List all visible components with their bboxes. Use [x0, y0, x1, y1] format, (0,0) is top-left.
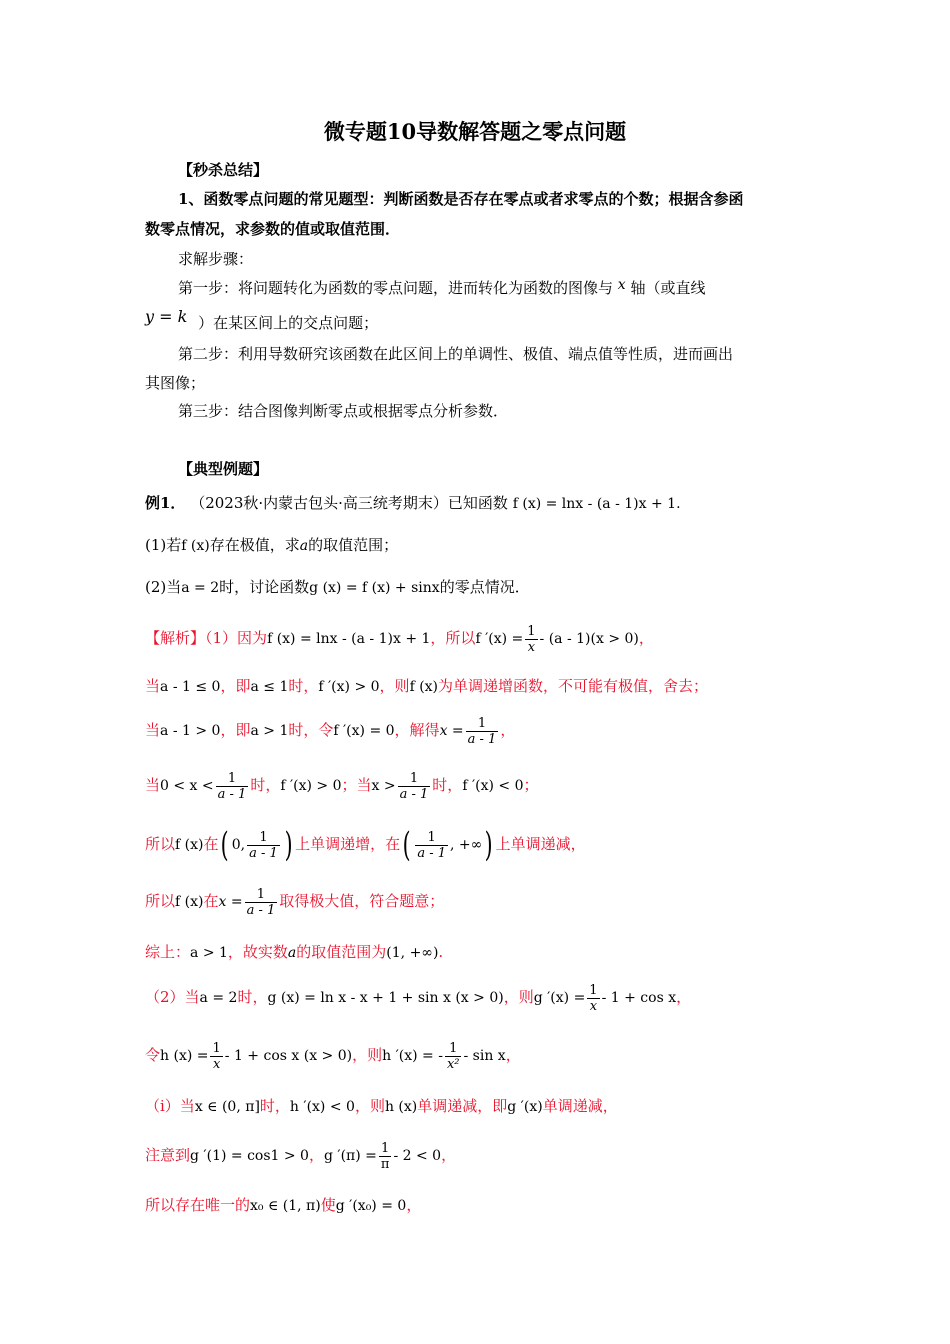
s8-condition: a = 2	[199, 990, 238, 1006]
s1-frac-num: 1	[527, 623, 536, 639]
s4-text-d: 时，	[432, 776, 463, 794]
step1-line2	[145, 307, 379, 333]
s5-text-b: 在	[203, 835, 219, 853]
s7-text-a: 综上：	[145, 943, 191, 961]
s10-text-f: 单调递减，即	[417, 1097, 508, 1115]
s10-interval: x ∈ (0, π]	[194, 1099, 260, 1115]
s8-frac-den: x	[589, 998, 598, 1014]
s4-frac2-den: a - 1	[399, 786, 429, 802]
s9-frac1-den: x	[212, 1056, 221, 1072]
s7-condition: a > 1	[190, 945, 228, 961]
s7-var: a	[287, 945, 297, 961]
s4-fraction1	[216, 771, 249, 802]
s8-function: g (x) = ln x - x + 1 + sin x (x > 0)	[267, 990, 504, 1006]
s1-frac-den: x	[527, 639, 536, 655]
s12-text-b: 使	[320, 1196, 336, 1214]
s6-frac-den: a - 1	[246, 902, 276, 918]
step1-text-c: ）在某区间上的交点问题；	[198, 314, 379, 332]
s9-end: ，	[505, 1046, 521, 1064]
s1-text-b: ，所以	[430, 629, 476, 647]
s5-frac2-den: a - 1	[417, 845, 447, 861]
s2-text-b: ，即	[220, 677, 251, 695]
s11-text-a: 注意到	[145, 1146, 191, 1164]
s5-paren-open2: (	[402, 825, 411, 865]
s1-function: f (x) = lnx - (a - 1)x + 1	[267, 631, 431, 647]
s5-frac1-den: a - 1	[249, 845, 278, 861]
s5-frac2-num: 1	[415, 830, 448, 846]
s12-x0-interval: x₀ ∈ (1, π)	[250, 1198, 321, 1214]
s5-interval1-start: 0,	[231, 837, 246, 853]
s3-fraction	[466, 716, 499, 747]
s9-frac2-num: 1	[445, 1041, 462, 1057]
s2-derivative: f ′(x) > 0	[318, 679, 380, 695]
summary-point1-line1: 1、函数零点问题的常见题型：判断函数是否存在零点或者求零点的个数；根据含参函	[178, 190, 744, 208]
s10-h: h (x)	[384, 1099, 418, 1115]
s9-text-b: ，则	[352, 1046, 383, 1064]
solution-line4	[145, 767, 539, 804]
s2-function: f (x)	[409, 679, 439, 695]
solution-line1	[145, 620, 654, 657]
step1-axis-var: x	[617, 277, 626, 293]
s5-frac1-num: 1	[247, 830, 280, 846]
s1-derivative-rhs: - (a - 1)(x > 0)	[539, 631, 639, 647]
example1-label: 例1．	[145, 494, 186, 512]
solution-line11	[145, 1136, 456, 1175]
s11-text-b: ，	[308, 1146, 324, 1164]
s4-derivative1: f ′(x) > 0	[280, 778, 342, 794]
question1	[145, 535, 398, 556]
summary-point1-line2: 数零点情况，求参数的值或取值范围．	[145, 220, 401, 238]
s11-fraction	[379, 1141, 392, 1172]
s5-text-d: 上单调递减，	[495, 835, 586, 853]
q2-text-b: 时，讨论函数	[219, 578, 310, 596]
q1-text-c: 的取值范围；	[308, 536, 399, 554]
s10-text-a: （i）当	[145, 1097, 195, 1115]
s3-frac-num: 1	[466, 716, 499, 732]
page-title: 微专题10导数解答题之零点问题	[323, 119, 627, 144]
s6-text-a: 所以	[145, 892, 176, 910]
solution-line10	[145, 1096, 618, 1117]
s1-fraction	[525, 624, 537, 655]
summary-heading: 【秒杀总结】	[178, 161, 269, 179]
s12-text-a: 所以存在唯一的	[145, 1196, 251, 1214]
s5-function: f (x)	[175, 837, 204, 853]
solution-line12	[145, 1195, 421, 1216]
s9-hp-rhs: - sin x	[463, 1048, 506, 1064]
s6-fraction	[245, 887, 278, 918]
s5-interval2-end: , +∞	[450, 837, 483, 853]
s6-text-c: 取得极大值，符合题意；	[279, 892, 445, 910]
step1-line-eq: y = k	[145, 307, 188, 326]
q2-text-c: 的零点情况．	[439, 578, 530, 596]
s8-derivative-rhs: - 1 + cos x	[601, 990, 677, 1006]
s10-end: 单调递减，	[542, 1097, 618, 1115]
s10-text-e: ，则	[354, 1097, 385, 1115]
example1-function: f (x) = lnx - (a - 1)x + 1.	[512, 496, 681, 512]
s4-ineq1: 0 < x <	[160, 778, 214, 794]
s9-h-lhs: h (x) =	[160, 1048, 209, 1064]
s4-text-b: 时，	[250, 776, 281, 794]
s9-fraction1	[210, 1041, 222, 1072]
s5-fraction2	[415, 830, 448, 861]
s8-text-a: （2）当	[145, 988, 200, 1006]
s2-text-c: 时，	[288, 677, 319, 695]
s3-text-c: 时，令	[288, 721, 334, 739]
solution-line8	[145, 978, 691, 1017]
s3-cond2: a > 1	[250, 723, 289, 739]
s3-cond1: a - 1 > 0	[160, 723, 221, 739]
s8-end: ，	[676, 988, 692, 1006]
s10-text-b: 时，	[259, 1097, 290, 1115]
step2-line2: 其图像；	[145, 374, 206, 392]
solution-line6	[145, 882, 444, 921]
s11-end: ，	[441, 1146, 457, 1164]
s8-text-b: 时，	[237, 988, 268, 1006]
example1-statement	[145, 493, 681, 514]
solution-line5	[145, 822, 586, 867]
solution-line2	[145, 676, 708, 697]
s2-cond2: a ≤ 1	[250, 679, 289, 695]
s4-text-a: 当	[145, 776, 161, 794]
step1-text-b: 轴（或直线	[630, 279, 706, 297]
s5-text-a: 所以	[145, 835, 176, 853]
s4-frac1-den: a - 1	[217, 786, 247, 802]
s9-h-rhs: - 1 + cos x (x > 0)	[224, 1048, 353, 1064]
s11-frac-den: π	[380, 1156, 390, 1172]
s9-frac2-den: x²	[446, 1056, 460, 1072]
s9-text-a: 令	[145, 1046, 161, 1064]
steps-label: 求解步骤：	[178, 250, 254, 268]
s8-frac-num: 1	[589, 982, 598, 998]
s4-fraction2	[398, 771, 431, 802]
s4-derivative2: f ′(x) < 0	[462, 778, 524, 794]
q1-function: f (x)	[181, 538, 210, 554]
q2-text-a: (2)当	[145, 578, 182, 596]
s5-paren-close2: )	[484, 825, 493, 865]
s2-cond1: a - 1 ≤ 0	[160, 679, 221, 695]
s7-text-b: ，故实数	[227, 943, 288, 961]
s3-end: ，	[500, 721, 516, 739]
s7-text-d: 的取值范围为	[296, 943, 387, 961]
s12-end: ，	[406, 1196, 422, 1214]
s3-text-b: ，即	[220, 721, 251, 739]
s2-text-e: ，则	[379, 677, 410, 695]
s8-text-d: ，则	[503, 988, 534, 1006]
q1-var: a	[299, 538, 309, 554]
s11-eval2-lhs: g ′(π) =	[323, 1148, 377, 1164]
s4-ineq2: x >	[371, 778, 396, 794]
s1-derivative-lhs: f ′(x) =	[475, 631, 524, 647]
s5-text-c: 上单调递增，在	[295, 835, 401, 853]
s2-text-g: 为单调递增函数，不可能有极值，舍去；	[438, 677, 709, 695]
solution-tag: 【解析】	[145, 629, 206, 647]
solution-line9	[145, 1036, 521, 1075]
s8-fraction	[587, 983, 599, 1014]
s7-end: .	[438, 943, 444, 961]
s5-paren-open1: (	[221, 825, 230, 865]
q2-condition: a = 2	[181, 580, 220, 596]
s1-text-a: （1）因为	[205, 629, 268, 647]
s1-end: ，	[638, 629, 654, 647]
s7-range: (1, +∞)	[386, 945, 439, 961]
s11-eval2-rhs: - 2 < 0	[393, 1148, 442, 1164]
s10-derivative: h ′(x) < 0	[289, 1099, 355, 1115]
s6-x-eq: x =	[218, 894, 243, 910]
s5-fraction1	[247, 830, 280, 861]
s12-equation: g ′(x₀) = 0	[335, 1198, 407, 1214]
s2-text-a: 当	[145, 677, 161, 695]
s4-text-c: ；当	[341, 776, 372, 794]
s9-frac1-num: 1	[212, 1040, 221, 1056]
step3-line: 第三步：结合图像判断零点或根据零点分析参数．	[178, 402, 509, 420]
s6-function: f (x)	[175, 894, 204, 910]
step1-text-a: 第一步：将问题转化为函数的零点问题，进而转化为函数的图像与	[178, 279, 614, 297]
s4-frac1-num: 1	[216, 771, 249, 787]
s3-x-eq: x =	[439, 723, 464, 739]
solution-line3	[145, 712, 515, 749]
s8-derivative-lhs: g ′(x) =	[533, 990, 586, 1006]
question2	[145, 577, 530, 598]
s5-paren-close1: )	[284, 825, 293, 865]
s6-text-b: 在	[203, 892, 219, 910]
solution-line7	[145, 942, 443, 963]
s3-text-a: 当	[145, 721, 161, 739]
s6-frac-num: 1	[245, 887, 278, 903]
s3-frac-den: a - 1	[467, 731, 497, 747]
step2-line1: 第二步：利用导数研究该函数在此区间上的单调性、极值、端点值等性质，进而画出	[178, 345, 734, 363]
q1-text-a: (1)若	[145, 536, 182, 554]
s9-fraction2	[445, 1041, 462, 1072]
s9-hp-lhs: h ′(x) = -	[382, 1048, 443, 1064]
s3-derivative: f ′(x) = 0	[333, 723, 395, 739]
s3-text-e: ，解得	[394, 721, 440, 739]
s4-frac2-num: 1	[398, 771, 431, 787]
examples-heading: 【典型例题】	[178, 460, 269, 478]
step1-line1	[178, 278, 706, 299]
q2-function: g (x) = f (x) + sinx	[309, 580, 440, 596]
s11-eval1: g ′(1) = cos1 > 0	[190, 1148, 309, 1164]
example1-source: （2023秋·内蒙古包头·高三统考期末）已知函数	[190, 494, 508, 512]
q1-text-b: 存在极值，求	[209, 536, 300, 554]
s4-end: ；	[523, 776, 539, 794]
s11-frac-num: 1	[379, 1141, 392, 1157]
s10-g-prime: g ′(x)	[507, 1099, 543, 1115]
